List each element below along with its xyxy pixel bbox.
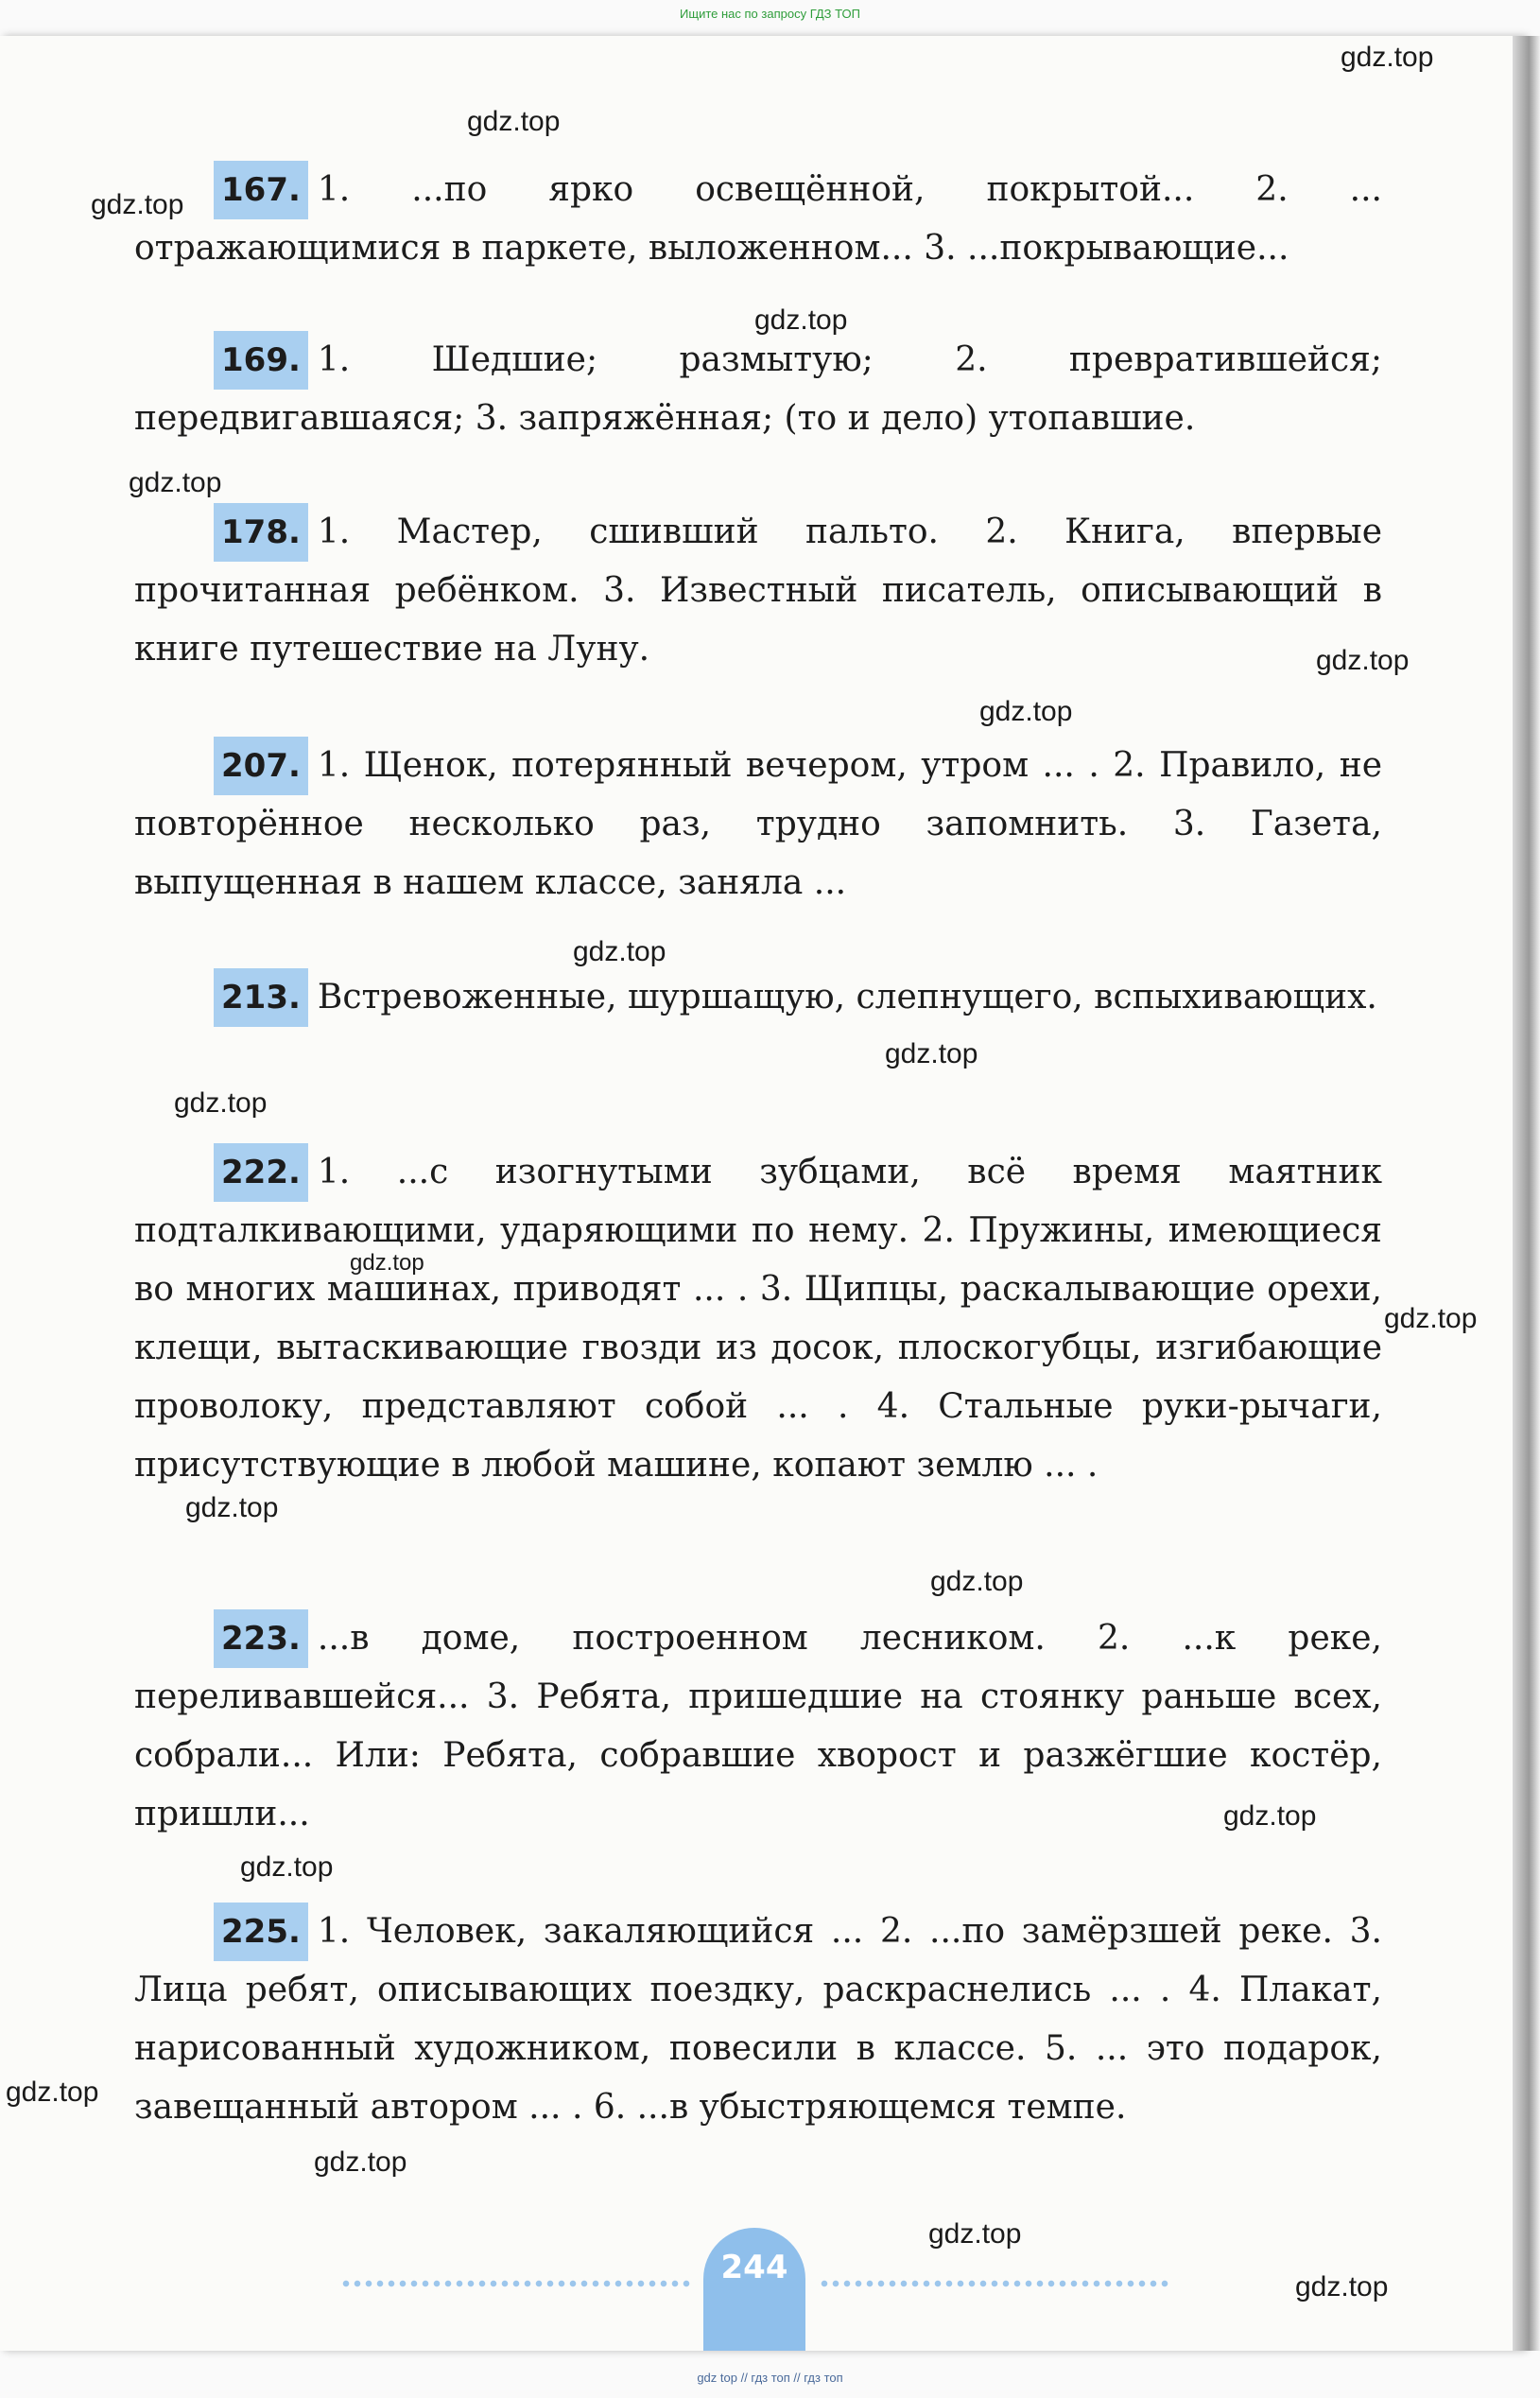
watermark: gdz.top bbox=[91, 189, 184, 220]
entry-text: 1. Мастер, сшивший пальто. 2. Книга, впервые прочитанная ребёнком. 3. Известный писатель, описывающий в книге путешествие на Луну. bbox=[134, 513, 1382, 669]
entry-text: 1. Человек, закаляющийся ... 2. ...по замёрзшей реке. 3. Лица ребят, описывающих поездку, раскраснелись ... . 4. Плакат, нарисованный художником, повесили в классе. 5. ... это подарок, завещанный автором ... . 6. ...в убыстряющемся темпе. bbox=[134, 1912, 1382, 2127]
watermark: gdz.top bbox=[129, 467, 222, 498]
entry-207 bbox=[134, 737, 1382, 912]
entry-number: 178. bbox=[214, 503, 308, 562]
watermark: gdz.top bbox=[1223, 1800, 1317, 1832]
watermark: gdz.top bbox=[1316, 645, 1410, 676]
watermark: gdz.top bbox=[174, 1087, 268, 1119]
watermark: gdz.top bbox=[754, 304, 848, 336]
entry-178 bbox=[134, 503, 1382, 679]
entry-text: 1. Шедшие; размытую; 2. превратившейся; передвигавшаяся; 3. запряжённая; (то и дело) утопавшие. bbox=[134, 340, 1382, 438]
entry-number: 207. bbox=[214, 737, 308, 795]
entry-225 bbox=[134, 1903, 1382, 2137]
watermark: gdz.top bbox=[885, 1038, 978, 1069]
entry-number: 167. bbox=[214, 161, 308, 219]
watermark: gdz.top bbox=[1295, 2271, 1389, 2302]
entry-text: 1. Щенок, потерянный вечером, утром ... . 2. Правило, не повторённое несколько раз, трудно запомнить. 3. Газета, выпущенная в нашем классе, заняла ... bbox=[134, 746, 1382, 902]
watermark: gdz.top bbox=[573, 936, 666, 967]
entry-number: 169. bbox=[214, 331, 308, 390]
entry-223 bbox=[134, 1609, 1382, 1844]
page-edge bbox=[1513, 36, 1540, 2351]
watermark: gdz.top bbox=[6, 2077, 99, 2108]
top-banner[interactable]: Ищите нас по запросу ГДЗ ТОП bbox=[680, 7, 860, 21]
entry-text: 1. ...с изогнутыми зубцами, всё время маятник подталкивающими, ударяющими по нему. 2. Пружины, имеющиеся во многих машинах, приводят ... . 3. Щипцы, раскалывающие орехи, клещи, вытаскивающие гвозди из досок, плоскогубцы, изгибающие проволоку, представляют собой ... . 4. Стальные руки-рычаги, присутствующие в любой машине, копают землю ... . bbox=[134, 1153, 1382, 1485]
watermark: gdz.top bbox=[979, 696, 1073, 727]
watermark: gdz.top bbox=[467, 106, 561, 137]
watermark: gdz.top bbox=[350, 1250, 424, 1276]
entry-213 bbox=[134, 968, 1382, 1027]
entry-222 bbox=[134, 1143, 1382, 1495]
entry-167 bbox=[134, 161, 1382, 278]
footer-dots-right bbox=[819, 2279, 1172, 2288]
entry-number: 223. bbox=[214, 1609, 308, 1668]
watermark: gdz.top bbox=[185, 1492, 279, 1523]
bottom-banner[interactable]: gdz top // гдз топ // гдз топ bbox=[697, 2371, 843, 2385]
entry-text: ...в доме, построенном лесником. 2. ...к реке, переливавшейся... 3. Ребята, пришедшие на стоянку раньше всех, собрали... Или: Ребята, собравшие хворост и разжёгшие костёр, пришли... bbox=[134, 1619, 1382, 1833]
entry-number: 213. bbox=[214, 968, 308, 1027]
entry-text: Встревоженные, шуршащую, слепнущего, вспыхивающих. bbox=[317, 978, 1377, 1017]
watermark: gdz.top bbox=[314, 2146, 407, 2178]
watermark: gdz.top bbox=[930, 1566, 1024, 1597]
entry-number: 225. bbox=[214, 1903, 308, 1961]
watermark: gdz.top bbox=[928, 2218, 1022, 2250]
watermark: gdz.top bbox=[1341, 42, 1434, 73]
watermark: gdz.top bbox=[1384, 1303, 1478, 1334]
entry-number: 222. bbox=[214, 1143, 308, 1202]
footer-dots-left bbox=[340, 2279, 694, 2288]
page-number: 244 bbox=[703, 2228, 805, 2351]
watermark: gdz.top bbox=[240, 1851, 334, 1883]
entry-text: 1. ...по ярко освещённой, покрытой... 2. ... отражающимися в паркете, выложенном... 3. ...покрывающие... bbox=[134, 170, 1382, 268]
entry-169 bbox=[134, 331, 1382, 448]
